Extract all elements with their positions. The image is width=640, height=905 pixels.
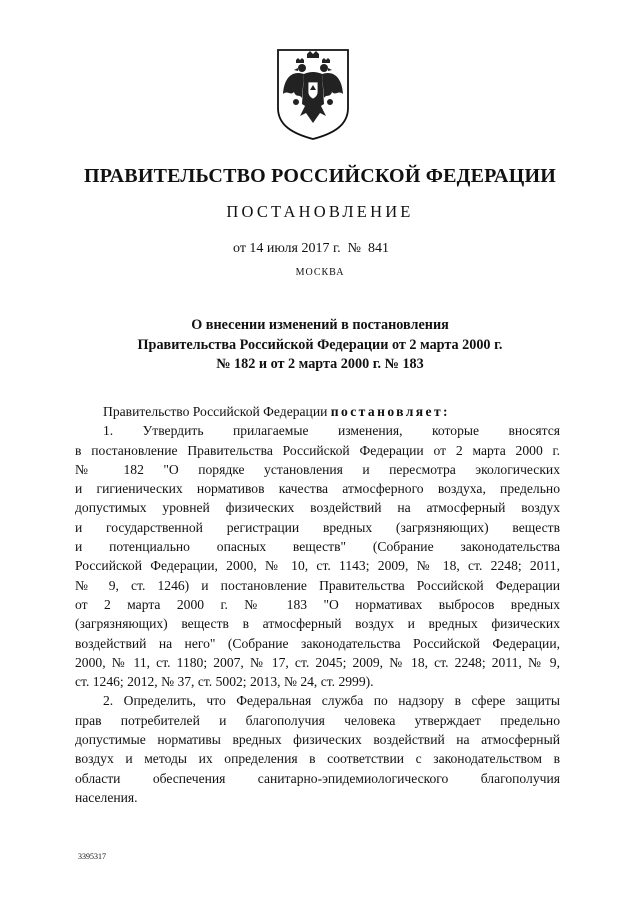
- paragraph-1-line: в постановление Правительства Российской Федерации от 2 марта 2000 г.: [75, 442, 560, 458]
- document-body: [75, 402, 560, 807]
- paragraph-2-line: прав потребителей и благополучия человека утверждает предельно: [75, 712, 560, 728]
- paragraph-1-line: № 9, ст. 1246) и постановление Правительства Российской Федерации: [75, 577, 560, 593]
- subject-line: № 182 и от 2 марта 2000 г. № 183: [216, 356, 424, 372]
- government-title: ПРАВИТЕЛЬСТВО РОССИЙСКОЙ ФЕДЕРАЦИИ: [84, 165, 556, 187]
- footer-document-code: 3395317: [78, 852, 106, 861]
- preamble: [75, 402, 560, 421]
- preamble-text: Правительство Российской Федерации: [103, 404, 331, 419]
- paragraph-2-line: области обеспечения санитарно-эпидемиологического благополучия: [75, 770, 560, 786]
- paragraph-2-line: 2. Определить, что Федеральная служба по надзору в сфере защиты: [103, 693, 560, 709]
- paragraph-1-line: ст. 1246; 2012, № 37, ст. 5002; 2013, № 24, ст. 2999).: [75, 674, 374, 690]
- paragraph-1-line: и гигиенических нормативов качества атмосферного воздуха, предельно: [75, 481, 560, 497]
- paragraph-1-line: и потенциально опасных веществ" (Собрание законодательства: [75, 539, 560, 555]
- paragraph-2-line: населения.: [75, 789, 138, 805]
- preamble-decree-word: постановляет:: [330, 404, 450, 419]
- document-subject: [60, 316, 580, 375]
- coat-of-arms-icon: [274, 46, 352, 141]
- paragraph-1-line: допустимых уровней физических воздействий на атмосферный воздух: [75, 500, 560, 516]
- paragraph-1-line: и государственной регистрации вредных (загрязняющих) веществ: [75, 519, 560, 535]
- subject-line: О внесении изменений в постановления: [191, 317, 449, 333]
- paragraph-1-line: воздействий на него" (Собрание законодательства Российской Федерации,: [75, 635, 560, 651]
- document-date-number: от 14 июля 2017 г. № 841: [233, 241, 389, 256]
- paragraph-1-line: № 182 "О порядке установления и пересмотра экологических: [75, 461, 560, 477]
- paragraph-1-line: от 2 марта 2000 г. № 183 "О нормативах выбросов вредных: [75, 596, 560, 612]
- paragraph-1-line: 1. Утвердить прилагаемые изменения, которые вносятся: [103, 423, 560, 439]
- document-type: ПОСТАНОВЛЕНИЕ: [226, 202, 414, 221]
- paragraph-1-line: Российской Федерации, 2000, № 10, ст. 1143; 2009, № 18, ст. 2248; 2011,: [75, 558, 560, 574]
- paragraph-2-line: воздух и методы их определения в соответствии с законодательством в: [75, 751, 560, 767]
- paragraph-1-line: 2000, № 11, ст. 1180; 2007, № 17, ст. 2045; 2009, № 18, ст. 2248; 2011, № 9,: [75, 654, 560, 670]
- paragraph-2-line: допустимые нормативы вредных физических воздействий на атмосферный: [75, 732, 560, 748]
- subject-line: Правительства Российской Федерации от 2 марта 2000 г.: [137, 336, 503, 353]
- paragraph-1-line: (загрязняющих) веществ в атмосферный воздух и вредных физических: [75, 616, 560, 632]
- document-city: МОСКВА: [295, 267, 345, 278]
